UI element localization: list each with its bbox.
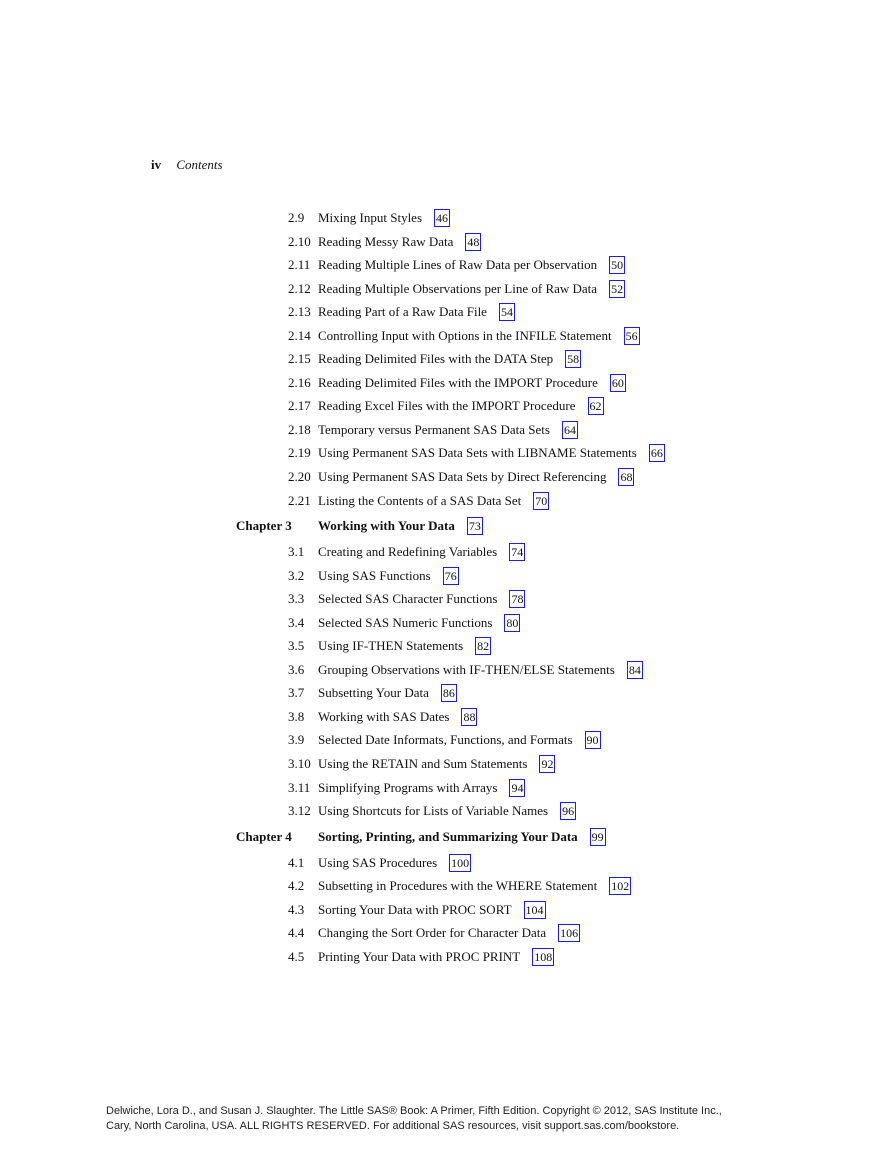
- section-number: 2.19: [288, 445, 311, 461]
- table-of-contents: [0, 206, 893, 968]
- page-link[interactable]: 90: [586, 733, 599, 748]
- running-head: [151, 157, 223, 173]
- section-title: [318, 851, 471, 875]
- entry-title-text: Selected Date Informats, Functions, and Formats: [318, 732, 573, 748]
- section-title: [318, 945, 554, 969]
- section-number: 2.16: [288, 374, 311, 390]
- section-title: [318, 634, 491, 658]
- toc-entry-row: [0, 898, 893, 922]
- section-number: 3.1: [288, 544, 305, 560]
- section-title: [318, 587, 525, 611]
- page-link[interactable]: 68: [620, 470, 633, 485]
- page-link[interactable]: 92: [541, 757, 554, 772]
- section-number: 2.15: [288, 351, 311, 367]
- entry-title-text: Grouping Observations with IF-THEN/ELSE Statements: [318, 661, 615, 677]
- page-link[interactable]: 78: [511, 592, 524, 607]
- toc-entry-row: [0, 564, 893, 588]
- page-link[interactable]: 48: [467, 234, 480, 249]
- section-number: 2.20: [288, 469, 311, 485]
- page-link[interactable]: 76: [444, 568, 457, 583]
- entry-title-text: Using SAS Functions: [318, 567, 431, 583]
- page-link[interactable]: 106: [560, 926, 579, 941]
- entry-title-text: Temporary versus Permanent SAS Data Sets: [318, 421, 550, 437]
- section-number: 2.14: [288, 327, 311, 343]
- page-link[interactable]: 84: [628, 662, 641, 677]
- toc-entry-row: [0, 587, 893, 611]
- toc-entry-row: [0, 705, 893, 729]
- entry-title-text: Using IF-THEN Statements: [318, 638, 464, 654]
- page-link[interactable]: 82: [477, 639, 490, 654]
- entry-title-text: Using Permanent SAS Data Sets with LIBNAME Statements: [318, 445, 637, 461]
- entry-title-text: Listing the Contents of a SAS Data Set: [318, 492, 522, 508]
- page-link[interactable]: 86: [442, 686, 455, 701]
- chapter-number: Chapter 3: [236, 518, 292, 534]
- toc-entry-row: [0, 540, 893, 564]
- page-link[interactable]: 70: [535, 493, 548, 508]
- entry-title-text: Using Shortcuts for Lists of Variable Names: [318, 803, 549, 819]
- section-number: 2.17: [288, 398, 311, 414]
- entry-title-text: Subsetting Your Data: [318, 685, 429, 701]
- section-number: 3.11: [288, 779, 311, 795]
- entry-title-text: Using the RETAIN and Sum Statements: [318, 756, 528, 772]
- section-number: 2.9: [288, 210, 305, 225]
- section-number: 2.11: [288, 257, 311, 273]
- section-title: [318, 418, 578, 442]
- page-link[interactable]: 80: [506, 615, 519, 630]
- entry-title-text: Reading Messy Raw Data: [318, 233, 454, 249]
- section-number: 3.3: [288, 591, 305, 607]
- chapter-title: [318, 512, 483, 540]
- section-title: [318, 776, 525, 800]
- section-title: [318, 564, 459, 588]
- section-title: [318, 441, 665, 465]
- toc-entry-row: [0, 347, 893, 371]
- section-number: 4.5: [288, 948, 305, 964]
- toc-chapter-row: [0, 823, 893, 851]
- section-number: 2.18: [288, 421, 311, 437]
- section-title: [318, 347, 581, 371]
- page-link[interactable]: 52: [611, 281, 624, 296]
- section-title: [318, 465, 634, 489]
- toc-entry-row: [0, 921, 893, 945]
- section-title: [318, 611, 520, 635]
- toc-entry-row: [0, 874, 893, 898]
- section-title: [318, 898, 546, 922]
- entry-title-text: Reading Multiple Lines of Raw Data per Observation: [318, 257, 598, 273]
- section-title: [318, 658, 643, 682]
- footer-line-1: Delwiche, Lora D., and Susan J. Slaughter. The Little SAS® Book: A Primer, Fifth Edition. Copyright © 2012, SAS Institute Inc.,: [106, 1105, 722, 1117]
- toc-entry-row: [0, 634, 893, 658]
- entry-title-text: Selected SAS Character Functions: [318, 591, 498, 607]
- section-title: [318, 300, 515, 324]
- section-number: 4.2: [288, 878, 305, 894]
- entry-title-text: Reading Multiple Observations per Line of Raw Data: [318, 280, 598, 296]
- chapter-number: Chapter 4: [236, 828, 292, 844]
- section-title: [318, 799, 576, 823]
- toc-entry-row: [0, 277, 893, 301]
- footer-line-2: Cary, North Carolina, USA. ALL RIGHTS RESERVED. For additional SAS resources, visit support.sas.com/bookstore.: [106, 1119, 680, 1132]
- section-number: 3.8: [288, 708, 305, 724]
- toc-entry-row: [0, 371, 893, 395]
- section-number: 3.6: [288, 661, 305, 677]
- entry-title-text: Controlling Input with Options in the INFILE Statement: [318, 327, 612, 343]
- page-link[interactable]: 64: [563, 422, 576, 437]
- section-title: [318, 253, 625, 277]
- toc-entry-row: [0, 776, 893, 800]
- page-link[interactable]: 104: [525, 902, 544, 917]
- page-link[interactable]: 66: [650, 446, 663, 461]
- toc-entry-row: [0, 418, 893, 442]
- section-number: 4.3: [288, 901, 305, 917]
- page-link[interactable]: 102: [611, 879, 630, 894]
- toc-entry-row: [0, 489, 893, 513]
- entry-title-text: Printing Your Data with PROC PRINT: [318, 948, 521, 964]
- section-number: 4.4: [288, 925, 305, 941]
- entry-title-text: Simplifying Programs with Arrays: [318, 779, 498, 795]
- page-link[interactable]: 94: [511, 780, 524, 795]
- section-title: [318, 705, 477, 729]
- entry-title-text: Using Permanent SAS Data Sets by Direct Referencing: [318, 469, 607, 485]
- entry-title-text: Sorting Your Data with PROC SORT: [318, 901, 512, 917]
- section-title: [318, 489, 549, 513]
- page-link[interactable]: 99: [591, 829, 604, 844]
- entry-title-text: Working with Your Data: [318, 518, 455, 534]
- section-title: [318, 540, 525, 564]
- toc-entry-row: [0, 324, 893, 348]
- toc-entry-row: [0, 253, 893, 277]
- toc-entry-row: [0, 230, 893, 254]
- section-number: 2.21: [288, 492, 311, 508]
- page-link[interactable]: 100: [451, 855, 470, 870]
- section-number: 3.5: [288, 638, 305, 654]
- section-number: 2.12: [288, 280, 311, 296]
- section-title: [318, 230, 481, 254]
- entry-title-text: Creating and Redefining Variables: [318, 544, 498, 560]
- page-link[interactable]: 74: [511, 545, 524, 560]
- page-link[interactable]: 60: [611, 375, 624, 390]
- page-link[interactable]: 62: [589, 399, 602, 414]
- copyright-footer: [106, 1104, 786, 1133]
- entry-title-text: Sorting, Printing, and Summarizing Your Data: [318, 828, 578, 844]
- entry-title-text: Working with SAS Dates: [318, 708, 450, 724]
- section-title: [318, 371, 626, 395]
- entry-title-text: Mixing Input Styles: [318, 210, 423, 225]
- section-title: [318, 752, 555, 776]
- section-number: 3.12: [288, 803, 311, 819]
- section-number: 3.7: [288, 685, 305, 701]
- page-link[interactable]: 58: [567, 352, 580, 367]
- page-link[interactable]: 96: [562, 804, 575, 819]
- toc-entry-row: [0, 728, 893, 752]
- toc-entry-row: [0, 394, 893, 418]
- entry-title-text: Selected SAS Numeric Functions: [318, 614, 493, 630]
- toc-entry-row: [0, 752, 893, 776]
- page-link[interactable]: 54: [500, 305, 513, 320]
- toc-entry-row: [0, 945, 893, 969]
- section-title: [318, 277, 625, 301]
- page-link[interactable]: 108: [534, 949, 553, 964]
- page-link[interactable]: 50: [611, 258, 624, 273]
- section-title: [318, 324, 640, 348]
- toc-entry-row: [0, 611, 893, 635]
- toc-entry-row: [0, 658, 893, 682]
- toc-entry-row: [0, 300, 893, 324]
- section-number: 3.9: [288, 732, 305, 748]
- toc-entry-row: [0, 441, 893, 465]
- toc-entry-row: [0, 799, 893, 823]
- section-number: 4.1: [288, 854, 305, 870]
- section-number: 3.10: [288, 756, 311, 772]
- entry-title-text: Reading Part of a Raw Data File: [318, 304, 487, 320]
- entry-title-text: Reading Excel Files with the IMPORT Procedure: [318, 398, 576, 414]
- entry-title-text: Changing the Sort Order for Character Data: [318, 925, 547, 941]
- toc-chapter-row: [0, 512, 893, 540]
- section-title: [318, 394, 604, 418]
- page-link[interactable]: 88: [463, 709, 476, 724]
- entry-title-text: Reading Delimited Files with the DATA Step: [318, 351, 554, 367]
- section-title: [318, 206, 450, 230]
- page-link[interactable]: 56: [625, 328, 638, 343]
- toc-entry-row: [0, 465, 893, 489]
- chapter-title: [318, 823, 606, 851]
- page-number: iv: [151, 157, 162, 172]
- section-title: [318, 874, 631, 898]
- section-number: 3.4: [288, 614, 305, 630]
- toc-entry-row: [0, 851, 893, 875]
- section-number: 2.13: [288, 304, 311, 320]
- toc-entry-row: [0, 206, 893, 230]
- entry-title-text: Subsetting in Procedures with the WHERE Statement: [318, 878, 598, 894]
- section-number: 2.10: [288, 233, 311, 249]
- page-link[interactable]: 46: [436, 211, 449, 225]
- entry-title-text: Using SAS Procedures: [318, 854, 438, 870]
- page-link[interactable]: 73: [468, 519, 481, 534]
- section-title: [318, 921, 580, 945]
- running-title: Contents: [176, 157, 223, 172]
- entry-title-text: Reading Delimited Files with the IMPORT Procedure: [318, 374, 598, 390]
- section-number: 3.2: [288, 567, 305, 583]
- section-title: [318, 681, 457, 705]
- toc-entry-row: [0, 681, 893, 705]
- section-title: [318, 728, 601, 752]
